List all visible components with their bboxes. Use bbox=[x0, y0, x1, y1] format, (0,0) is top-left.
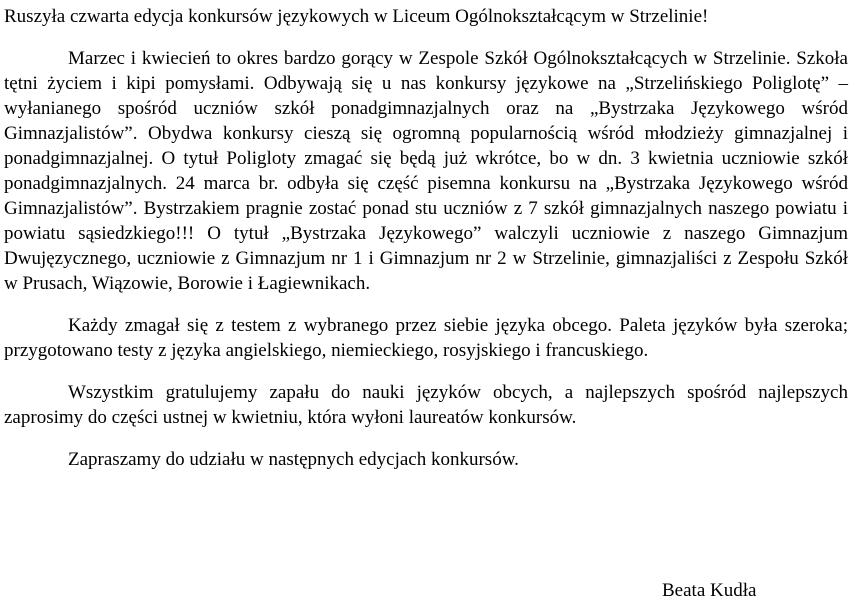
paragraph-invitation: Zapraszamy do udziału w następnych edycjach konkursów. bbox=[68, 449, 519, 470]
author-signature: Beata Kudła bbox=[662, 580, 757, 601]
paragraph-congratulations: Wszystkim gratulujemy zapału do nauki języków obcych, a najlepszych spośród najlepszych zaprosimy do części ustnej w kwietniu, która wyłoni laureatów konkursów. bbox=[4, 382, 848, 428]
paragraph-intro: Marzec i kwiecień to okres bardzo gorący w Zespole Szkół Ogólnokształcących w Strzelinie. Szkoła tętni życiem i kipi pomysłami. Odbywają się u nas konkursy językowe na „Strzelińskiego Poliglotę” – wyłanianego spośród uczniów szkół ponadgimnazjalnych oraz na „Bystrzaka Językowego wśród Gimnazjalistów”. Obydwa konkursy cieszą się ogromną popularnością wśród młodzieży gimnazjalnej i ponadgimnazjalnej. O tytuł Poligloty zmagać się będą już wkrótce, bo w dn. 3 kwietnia uczniowie szkół ponadgimnazjalnych. 24 marca br. odbyła się część pisemna konkursu na „Bystrzaka Językowego wśród Gimnazjalistów”. Bystrzakiem pragnie zostać ponad stu uczniów z 7 szkół gimnazjalnych naszego powiatu i powiatu sąsiedzkiego!!! O tytuł „Bystrzaka Językowego” walczyli uczniowie z naszego Gimnazjum Dwujęzycznego, uczniowie z Gimnazjum nr 1 i Gimnazjum nr 2 w Strzelinie, gimnazjaliści z Zespołu Szkół w Prusach, Wiązowie, Borowie i Łagiewnikach. bbox=[4, 48, 848, 294]
paragraph-languages: Każdy zmagał się z testem z wybranego przez siebie języka obcego. Paleta języków była szeroka; przygotowano testy z języka angielskiego, niemieckiego, rosyjskiego i francuskiego. bbox=[4, 315, 848, 361]
headline: Ruszyła czwarta edycja konkursów językowych w Liceum Ogólnokształcącym w Strzelinie! bbox=[4, 6, 709, 27]
